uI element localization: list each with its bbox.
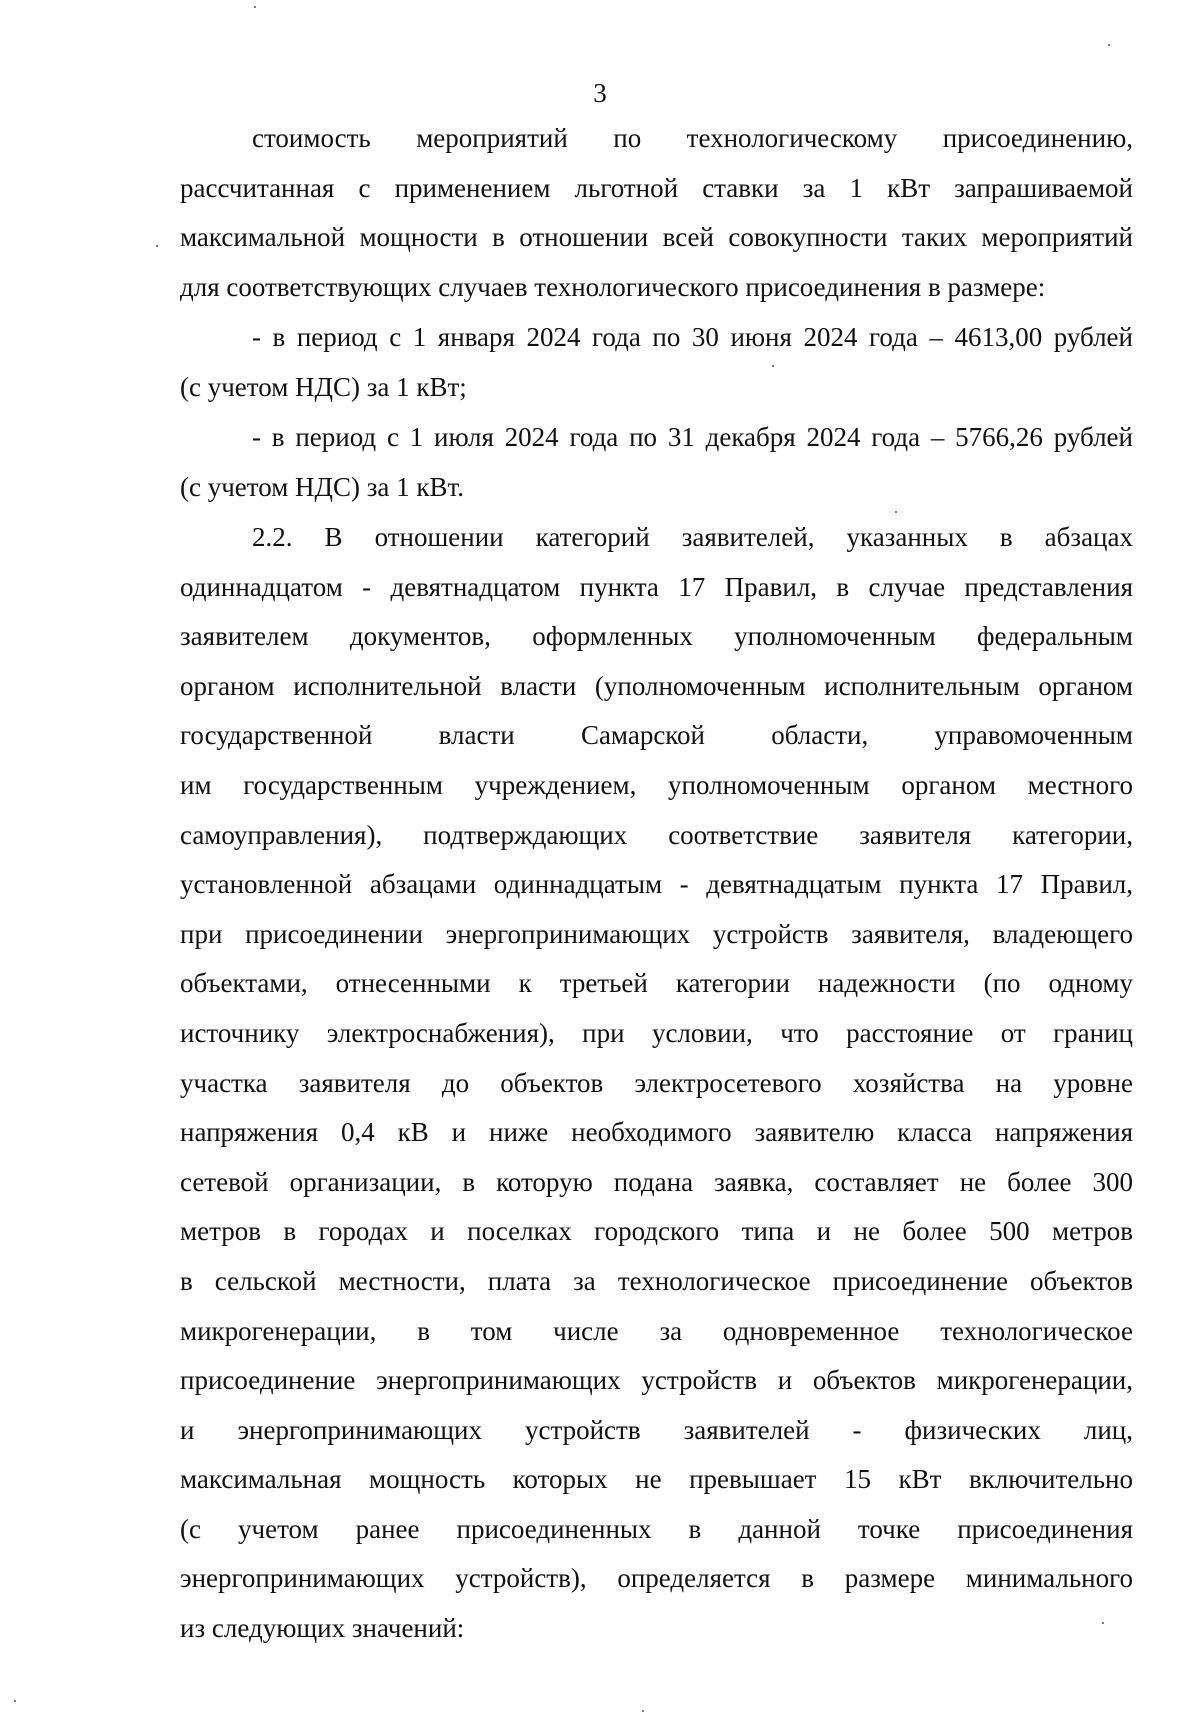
list-item-period-1	[180, 313, 1133, 412]
scan-speck	[156, 245, 158, 247]
text-line: установленной абзацами одиннадцатым - девятнадцатым пункта 17 Правил,	[180, 869, 1133, 900]
scan-speck	[642, 1710, 644, 1712]
text-line: присоединение энергопринимающих устройств и объектов микрогенерации,	[180, 1365, 1133, 1396]
text-line: (с учетом НДС) за 1 кВт.	[180, 471, 465, 502]
text-line: самоуправления), подтверждающих соответствие заявителя категории,	[180, 819, 1133, 850]
text-line: максимальной мощности в отношении всей совокупности таких мероприятий	[180, 222, 1133, 253]
scan-speck	[14, 1700, 16, 1702]
text-line: органом исполнительной власти (уполномоченным исполнительным органом	[180, 670, 1133, 701]
section-2-2	[180, 513, 1133, 1654]
text-line: микрогенерации, в том числе за одновременное технологическое	[180, 1315, 1133, 1346]
text-line: из следующих значений:	[180, 1613, 465, 1644]
text-line: напряжения 0,4 кВ и ниже необходимого заявителю класса напряжения	[180, 1117, 1133, 1148]
text-line: энергопринимающих устройств), определяется в размере минимального	[180, 1563, 1133, 1594]
text-line: (с учетом ранее присоединенных в данной точке присоединения	[180, 1513, 1133, 1544]
list-item-period-2	[180, 413, 1133, 512]
text-line: объектами, отнесенными к третьей категории надежности (по одному	[180, 968, 1133, 999]
text-line: участка заявителя до объектов электросетевого хозяйства на уровне	[180, 1067, 1133, 1098]
text-line: - в период с 1 января 2024 года по 30 июня 2024 года – 4613,00 рублей	[252, 322, 1133, 352]
scan-speck	[254, 6, 256, 8]
scan-speck	[1108, 44, 1110, 46]
text-line: для соответствующих случаев технологического присоединения в размере:	[180, 271, 1046, 302]
scan-speck	[1102, 1622, 1104, 1624]
paragraph-continuation	[180, 114, 1133, 312]
text-line: максимальная мощность которых не превышает 15 кВт включительно	[180, 1464, 1133, 1495]
scan-speck	[772, 365, 774, 367]
scan-speck	[895, 511, 897, 513]
text-line: источнику электроснабжения), при условии, что расстояние от границ	[180, 1017, 1133, 1048]
text-line: - в период с 1 июля 2024 года по 31 декабря 2024 года – 5766,26 рублей	[252, 422, 1133, 452]
text-line: государственной власти Самарской области, управомоченным	[180, 720, 1133, 751]
text-line: 2.2. В отношении категорий заявителей, указанных в абзацах	[252, 522, 1133, 552]
text-line: рассчитанная с применением льготной ставки за 1 кВт запрашиваемой	[180, 172, 1133, 203]
text-line: и энергопринимающих устройств заявителей - физических лиц,	[180, 1414, 1133, 1445]
text-line: (с учетом НДС) за 1 кВт;	[180, 371, 467, 402]
text-line: стоимость мероприятий по технологическому присоединению,	[252, 123, 1133, 153]
text-line: заявителем документов, оформленных уполномоченным федеральным	[180, 621, 1133, 652]
text-line: им государственным учреждением, уполномоченным органом местного	[180, 769, 1133, 800]
text-line: в сельской местности, плата за технологическое присоединение объектов	[180, 1265, 1133, 1296]
page-number: 3	[593, 78, 607, 108]
text-line: метров в городах и поселках городского типа и не более 500 метров	[180, 1216, 1133, 1247]
text-line: сетевой организации, в которую подана заявка, составляет не более 300	[180, 1166, 1133, 1197]
text-line: одиннадцатом - девятнадцатом пункта 17 Правил, в случае представления	[180, 571, 1133, 602]
text-line: при присоединении энергопринимающих устройств заявителя, владеющего	[180, 918, 1133, 949]
